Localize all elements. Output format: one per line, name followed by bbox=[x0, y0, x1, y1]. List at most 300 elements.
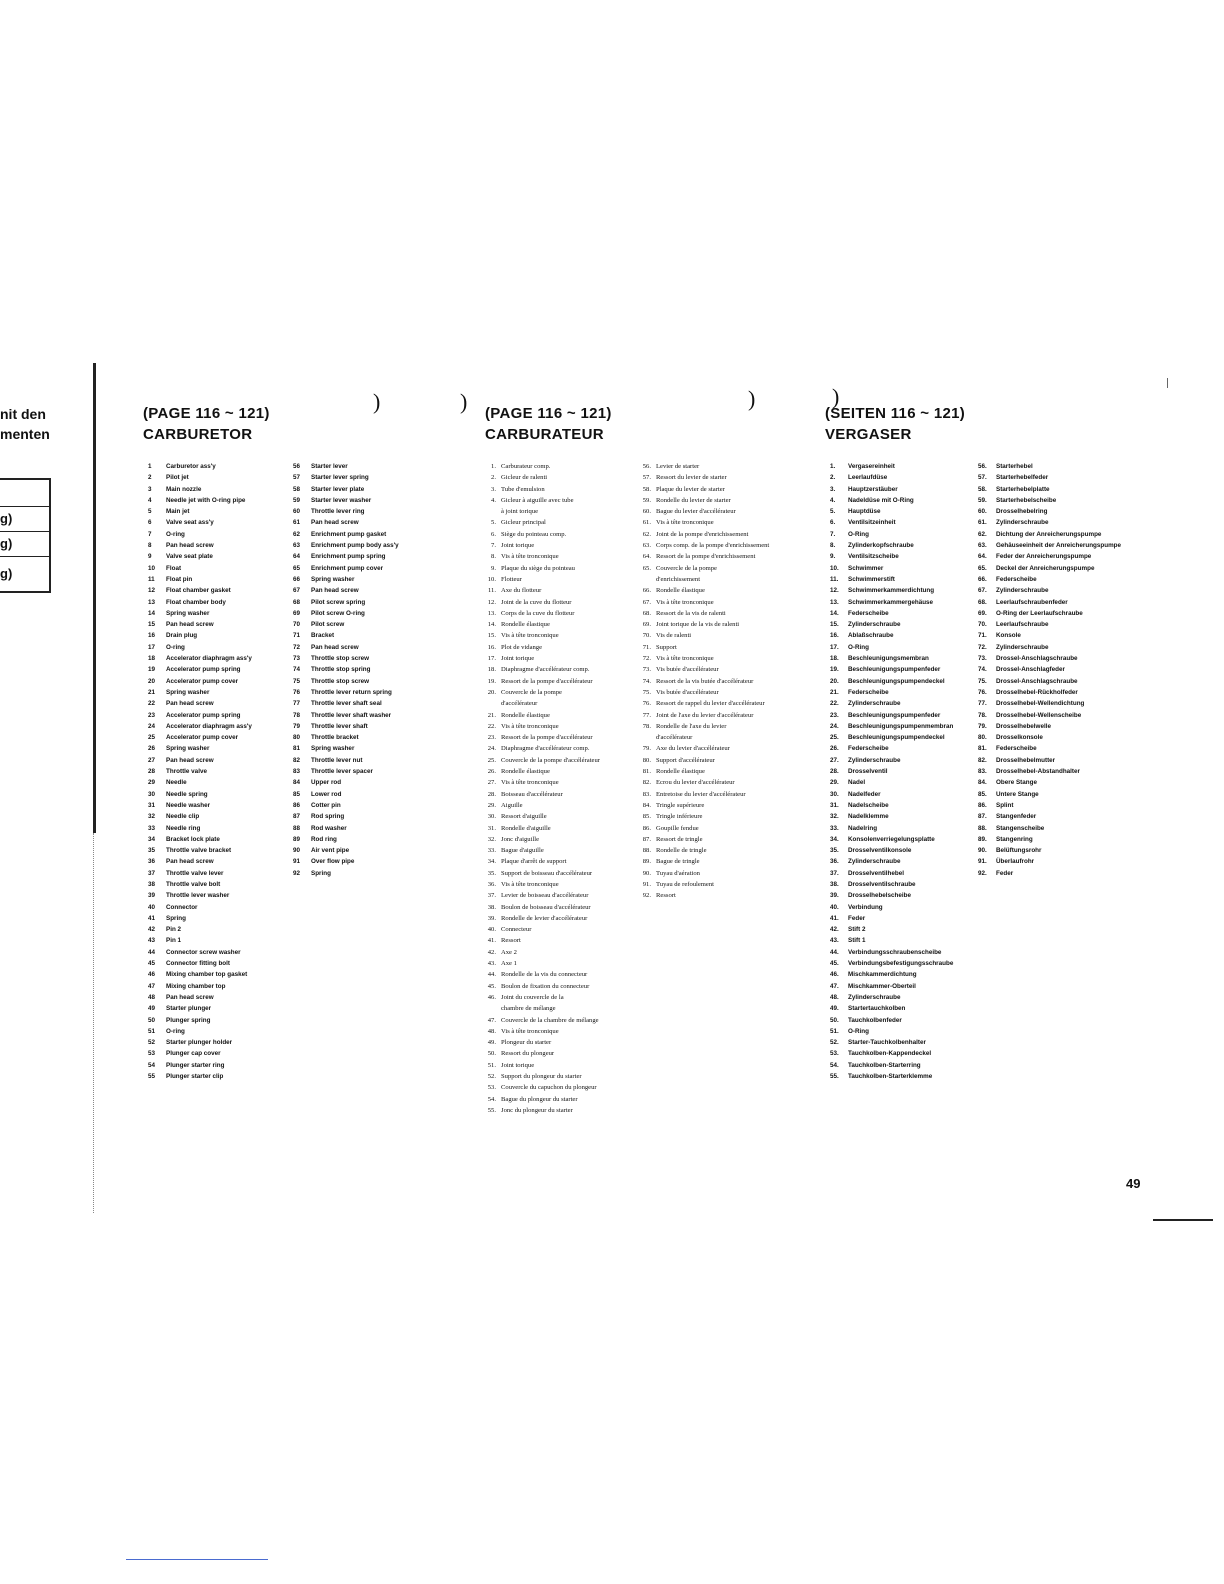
part-number: 72. bbox=[642, 655, 651, 663]
part-number: 41. bbox=[830, 914, 839, 922]
part-name: Pan head screw bbox=[166, 542, 214, 550]
part-number: 20 bbox=[148, 677, 156, 685]
part-name: Float chamber gasket bbox=[166, 587, 231, 595]
part-list-item bbox=[148, 902, 252, 913]
part-number: 33. bbox=[487, 847, 496, 855]
part-name: Jonc du plongeur du starter bbox=[501, 1106, 573, 1114]
part-number: 41. bbox=[487, 937, 496, 945]
parts-list-de-col1 bbox=[830, 461, 953, 1082]
part-number: 6. bbox=[830, 519, 836, 527]
part-list-item bbox=[480, 969, 600, 980]
part-name: Starterhebelplatte bbox=[996, 485, 1050, 493]
part-list-item bbox=[480, 834, 600, 845]
part-name: Connecteur bbox=[501, 926, 532, 934]
part-number: 44 bbox=[148, 948, 156, 956]
part-number: 51. bbox=[487, 1061, 496, 1069]
part-number: 41 bbox=[148, 914, 156, 922]
part-name: Enrichment pump body ass'y bbox=[311, 542, 399, 550]
part-number: 8. bbox=[830, 542, 836, 550]
part-list-item bbox=[978, 834, 1121, 845]
part-list-item bbox=[830, 800, 953, 811]
part-list-item bbox=[635, 710, 769, 721]
part-list-item bbox=[830, 902, 953, 913]
part-name: Drosselhebel-Wellenscheibe bbox=[996, 711, 1082, 719]
part-number: 73. bbox=[978, 655, 987, 663]
part-number: 15. bbox=[487, 632, 496, 640]
part-name: Tube d'emulsion bbox=[501, 485, 545, 493]
part-number: 9. bbox=[830, 553, 836, 561]
part-list-item bbox=[830, 879, 953, 890]
part-name: Axe 2 bbox=[501, 948, 517, 956]
part-list-item bbox=[830, 913, 953, 924]
part-name: Throttle lever nut bbox=[311, 756, 363, 764]
paren-mark: ) bbox=[748, 386, 756, 411]
parts-list-de-col2 bbox=[978, 461, 1121, 879]
part-list-item bbox=[148, 676, 252, 687]
part-name: Couvercle du capuchon du plongeur bbox=[501, 1084, 597, 1092]
part-list-item bbox=[635, 777, 769, 788]
part-name: Starter plunger holder bbox=[166, 1039, 233, 1047]
part-name: Joint torique de la vis de ralenti bbox=[656, 621, 740, 629]
part-list-item bbox=[635, 890, 769, 901]
part-list-item bbox=[830, 619, 953, 630]
part-list-item bbox=[148, 1060, 252, 1071]
part-list-item bbox=[830, 472, 953, 483]
part-number: 26 bbox=[148, 745, 156, 753]
part-list-item bbox=[293, 574, 399, 585]
part-number: 25. bbox=[830, 734, 839, 742]
part-name: Zylinderschraube bbox=[996, 643, 1049, 651]
part-number: 70 bbox=[293, 621, 301, 629]
part-number: 49 bbox=[148, 1005, 156, 1013]
part-list-item bbox=[480, 981, 600, 992]
part-name: Gicleur principal bbox=[501, 519, 546, 527]
part-name: Rondelle élastique bbox=[656, 587, 705, 595]
part-number: 76. bbox=[642, 700, 651, 708]
part-number: 89 bbox=[293, 835, 301, 843]
part-list-item bbox=[148, 935, 252, 946]
part-number: 39 bbox=[148, 892, 156, 900]
part-name: Stangenring bbox=[996, 835, 1033, 843]
part-list-item bbox=[148, 777, 252, 788]
part-list-item bbox=[480, 1071, 600, 1082]
part-name: Vis à tête tronconique bbox=[501, 722, 559, 730]
part-list-item bbox=[830, 823, 953, 834]
part-number: 35. bbox=[487, 869, 496, 877]
part-number: 9. bbox=[491, 564, 496, 572]
part-name: Throttle valve bracket bbox=[166, 847, 232, 855]
part-list-item bbox=[293, 811, 399, 822]
part-list-item bbox=[148, 664, 252, 675]
part-list-item bbox=[148, 800, 252, 811]
part-list-item bbox=[293, 845, 399, 856]
part-name: Vis à tête tronconique bbox=[656, 598, 714, 606]
part-list-item bbox=[830, 495, 953, 506]
part-list-item bbox=[293, 517, 399, 528]
part-list-item bbox=[148, 574, 252, 585]
part-list-item bbox=[148, 698, 252, 709]
part-number: 22. bbox=[830, 700, 839, 708]
part-list-item bbox=[148, 585, 252, 596]
part-number: 87 bbox=[293, 813, 301, 821]
part-number: 6. bbox=[491, 530, 496, 538]
part-list-item bbox=[978, 529, 1121, 540]
part-number: 4. bbox=[830, 496, 836, 504]
part-number: 16 bbox=[148, 632, 156, 640]
part-name: Rondelle de levier d'accélérateur bbox=[501, 914, 588, 922]
part-name: Tauchkolben-Starterring bbox=[848, 1061, 921, 1069]
part-name: Zylinderschraube bbox=[996, 519, 1049, 527]
part-number: 79 bbox=[293, 722, 301, 730]
part-list-item bbox=[830, 517, 953, 528]
part-list-item bbox=[978, 563, 1121, 574]
part-number: 91 bbox=[293, 858, 301, 866]
part-number: 2. bbox=[830, 474, 836, 482]
part-name: Rod washer bbox=[311, 824, 347, 832]
part-number: 71. bbox=[642, 643, 651, 651]
part-number: 62 bbox=[293, 530, 301, 538]
part-name: Zylinderschraube bbox=[996, 587, 1049, 595]
part-name: Rondelle de la vis du connecteur bbox=[501, 971, 588, 979]
part-number: 4 bbox=[148, 496, 152, 504]
part-list-item bbox=[480, 992, 600, 1003]
part-list-item bbox=[293, 856, 399, 867]
part-number: 69. bbox=[642, 621, 651, 629]
part-name: Leerlaufdüse bbox=[848, 474, 888, 482]
part-name: Feder bbox=[996, 869, 1014, 877]
left-fragment-row: g) bbox=[0, 507, 49, 532]
part-number: 65 bbox=[293, 564, 301, 572]
part-list-item bbox=[293, 551, 399, 562]
part-name: Startertauchkolben bbox=[848, 1005, 906, 1013]
section-en-title: CARBURETOR bbox=[143, 426, 253, 443]
part-number: 43 bbox=[148, 937, 156, 945]
part-number: 60. bbox=[978, 508, 987, 516]
part-name: Enrichment pump gasket bbox=[311, 530, 387, 538]
part-number: 47. bbox=[487, 1016, 496, 1024]
part-list-item bbox=[978, 766, 1121, 777]
part-list-item bbox=[978, 687, 1121, 698]
part-number: 36. bbox=[830, 858, 839, 866]
part-name: Plunger starter clip bbox=[166, 1073, 224, 1081]
part-list-item bbox=[978, 574, 1121, 585]
part-number: 37. bbox=[830, 869, 839, 877]
binding-rule-dotted bbox=[93, 833, 95, 1213]
part-name: O-ring bbox=[166, 530, 185, 538]
part-number: 29. bbox=[487, 801, 496, 809]
part-list-item bbox=[148, 506, 252, 517]
part-list-item bbox=[830, 484, 953, 495]
part-name: Rondelle du levier de starter bbox=[656, 496, 731, 504]
part-name: Zylinderschraube bbox=[848, 621, 901, 629]
part-name: Drosselhebel-Wellendichtung bbox=[996, 700, 1085, 708]
part-name: Entretoise du levier d'accélérateur bbox=[656, 790, 746, 798]
part-list-item bbox=[148, 890, 252, 901]
part-number: 82 bbox=[293, 756, 301, 764]
part-list-item bbox=[148, 495, 252, 506]
part-name: Starterhebelfeder bbox=[996, 474, 1049, 482]
part-list-item bbox=[830, 868, 953, 879]
part-list-item bbox=[480, 664, 600, 675]
part-list-item bbox=[830, 743, 953, 754]
part-number: 46 bbox=[148, 971, 156, 979]
part-name: Bracket bbox=[311, 632, 335, 640]
part-number: 90 bbox=[293, 847, 301, 855]
part-list-item bbox=[978, 755, 1121, 766]
part-list-item bbox=[635, 676, 769, 687]
part-list-item bbox=[635, 834, 769, 845]
part-number: 78 bbox=[293, 711, 301, 719]
part-number: 55 bbox=[148, 1073, 156, 1081]
part-name: Enrichment pump cover bbox=[311, 564, 384, 572]
part-number: 19. bbox=[487, 677, 496, 685]
part-name: Couvercle de la chambre de mélange bbox=[501, 1016, 599, 1024]
part-number: 60 bbox=[293, 508, 301, 516]
part-number: 46. bbox=[830, 971, 839, 979]
part-name: Deckel der Anreicherungspumpe bbox=[996, 564, 1095, 572]
part-number: 45. bbox=[487, 982, 496, 990]
part-list-item bbox=[978, 823, 1121, 834]
part-name: Rondelle élastique bbox=[501, 621, 550, 629]
part-name: Zylinderkopfschraube bbox=[848, 542, 914, 550]
part-list-item bbox=[830, 1026, 953, 1037]
part-name: Ressort bbox=[656, 892, 676, 900]
part-name: Ressort de tringle bbox=[656, 835, 703, 843]
part-name: Ressort bbox=[501, 937, 521, 945]
part-number: 91. bbox=[642, 880, 651, 888]
part-number: 50 bbox=[148, 1016, 156, 1024]
part-name: Levier de starter bbox=[656, 463, 700, 470]
part-number: 89. bbox=[642, 858, 651, 866]
part-number: 47 bbox=[148, 982, 156, 990]
part-name: Plot de vidange bbox=[501, 643, 543, 651]
part-number: 54. bbox=[830, 1061, 839, 1069]
parts-list-fr-col2 bbox=[635, 461, 769, 902]
part-list-item bbox=[293, 506, 399, 517]
part-name: Plunger starter ring bbox=[166, 1061, 225, 1069]
part-name: Plunger cap cover bbox=[166, 1050, 221, 1058]
part-number: 58. bbox=[642, 485, 651, 493]
part-number: 30. bbox=[830, 790, 839, 798]
part-name: Accelerator diaphragm ass'y bbox=[166, 655, 252, 663]
part-name: Throttle lever shaft seal bbox=[311, 700, 382, 708]
part-list-item bbox=[480, 902, 600, 913]
part-list-item bbox=[480, 630, 600, 641]
part-name: Mixing chamber top bbox=[166, 982, 226, 990]
part-name: Pilot screw spring bbox=[311, 598, 366, 606]
part-list-item bbox=[148, 540, 252, 551]
part-number: 86 bbox=[293, 801, 301, 809]
part-list-item bbox=[148, 924, 252, 935]
part-list-item bbox=[480, 811, 600, 822]
part-number: 69 bbox=[293, 609, 301, 617]
part-number: 45. bbox=[830, 960, 839, 968]
part-list-item bbox=[830, 992, 953, 1003]
part-name: Axe du flotteur bbox=[501, 587, 542, 595]
part-name: Bague de tringle bbox=[656, 858, 700, 866]
part-list-item bbox=[480, 721, 600, 732]
part-number: 28. bbox=[830, 768, 839, 776]
part-number: 65. bbox=[642, 564, 651, 572]
part-number: 19. bbox=[830, 666, 839, 674]
part-number: 85. bbox=[642, 813, 651, 821]
part-name: Beschleunigungspumpendeckel bbox=[848, 677, 945, 685]
part-number: 45 bbox=[148, 960, 156, 968]
part-name: Schwimmerstift bbox=[848, 575, 895, 583]
part-list-item bbox=[635, 800, 769, 811]
parts-list-fr-col1 bbox=[480, 461, 600, 1116]
part-name: Leerlaufschraube bbox=[996, 621, 1049, 629]
part-number: 88 bbox=[293, 824, 301, 832]
part-list-item bbox=[480, 766, 600, 777]
part-list-item bbox=[830, 890, 953, 901]
part-number: 12 bbox=[148, 587, 156, 595]
part-list-item bbox=[978, 608, 1121, 619]
part-name: Tringle inférieure bbox=[656, 813, 703, 821]
part-number: 77. bbox=[642, 711, 651, 719]
part-name: Spring washer bbox=[311, 575, 355, 583]
part-name: Corps de la cuve du flotteur bbox=[501, 609, 575, 617]
part-list-item bbox=[148, 879, 252, 890]
part-number: 26. bbox=[830, 745, 839, 753]
part-number: 74 bbox=[293, 666, 301, 674]
part-number: 80 bbox=[293, 734, 301, 742]
part-number: 12. bbox=[487, 598, 496, 606]
part-name: Nadelscheibe bbox=[848, 801, 889, 809]
part-number: 3. bbox=[830, 485, 836, 493]
part-list-item bbox=[635, 472, 769, 483]
part-list-item bbox=[148, 563, 252, 574]
part-list-item bbox=[635, 789, 769, 800]
part-number: 18 bbox=[148, 655, 156, 663]
part-number: 64. bbox=[642, 553, 651, 561]
part-list-item bbox=[830, 1037, 953, 1048]
part-number: 33 bbox=[148, 824, 156, 832]
part-number: 52 bbox=[148, 1039, 156, 1047]
part-number: 84. bbox=[642, 801, 651, 809]
part-name: Vergasereinheit bbox=[848, 463, 895, 470]
part-number: 17. bbox=[830, 643, 839, 651]
part-name: Throttle lever return spring bbox=[311, 688, 392, 696]
part-number: 83. bbox=[978, 768, 987, 776]
part-number: 6 bbox=[148, 519, 152, 527]
part-name: Ventilsitzeinheit bbox=[848, 519, 896, 527]
part-name: O-Ring der Leerlaufschraube bbox=[996, 609, 1083, 617]
part-number: 65. bbox=[978, 564, 987, 572]
part-name: Joint de la pompe d'enrichissement bbox=[656, 530, 749, 538]
part-list-item bbox=[978, 811, 1121, 822]
part-list-item bbox=[830, 1071, 953, 1082]
left-fragment-table bbox=[0, 478, 51, 593]
footer-rule bbox=[1153, 1219, 1213, 1221]
part-name: Pan head screw bbox=[166, 858, 214, 866]
part-name: Goupille fendue bbox=[656, 824, 699, 832]
part-name: Accelerator diaphragm ass'y bbox=[166, 722, 252, 730]
part-list-item bbox=[635, 630, 769, 641]
part-number: 59. bbox=[978, 496, 987, 504]
part-list-item bbox=[293, 529, 399, 540]
part-list-item bbox=[480, 1094, 600, 1105]
part-name: Float bbox=[166, 564, 182, 572]
part-number: 13 bbox=[148, 598, 156, 606]
part-list-item bbox=[978, 484, 1121, 495]
part-name: Vis à tête tronconique bbox=[501, 632, 559, 640]
part-list-item bbox=[148, 856, 252, 867]
part-list-item bbox=[978, 676, 1121, 687]
part-number: 44. bbox=[830, 948, 839, 956]
part-name: Connector fitting bolt bbox=[166, 960, 231, 968]
paren-mark: ) bbox=[460, 389, 468, 414]
part-number: 31. bbox=[830, 801, 839, 809]
part-list-item bbox=[830, 969, 953, 980]
part-list-item bbox=[635, 823, 769, 834]
part-number: 1 bbox=[148, 463, 152, 470]
part-name: Couvercle de la pompe bbox=[656, 564, 717, 572]
part-name: Pin 1 bbox=[166, 937, 182, 945]
part-number: 47. bbox=[830, 982, 839, 990]
part-list-item bbox=[978, 517, 1121, 528]
section-en-page-ref: (PAGE 116 ~ 121) bbox=[143, 405, 270, 422]
part-number: 31 bbox=[148, 801, 156, 809]
part-name: Hauptdüse bbox=[848, 508, 881, 516]
part-list-item bbox=[293, 472, 399, 483]
part-number: 74. bbox=[642, 677, 651, 685]
part-name: Carburetor ass'y bbox=[166, 463, 216, 470]
part-name: Couvercle de la pompe d'accélérateur bbox=[501, 756, 600, 764]
part-list-item bbox=[480, 1003, 600, 1014]
part-name: Beschleunigungspumpenmembran bbox=[848, 722, 954, 730]
part-number: 38. bbox=[487, 903, 496, 911]
part-name: Cotter pin bbox=[311, 801, 341, 809]
part-name: Drosselventilschraube bbox=[848, 880, 916, 888]
part-number: 5 bbox=[148, 508, 152, 516]
part-list-item bbox=[293, 789, 399, 800]
part-name: Ressort du plongeur bbox=[501, 1050, 555, 1058]
part-list-item bbox=[635, 484, 769, 495]
part-list-item bbox=[830, 947, 953, 958]
part-name: d'accélérateur bbox=[501, 700, 538, 708]
part-number: 50. bbox=[830, 1016, 839, 1024]
part-number: 57 bbox=[293, 474, 301, 482]
part-name: Gicleur de ralenti bbox=[501, 474, 548, 482]
part-number: 3 bbox=[148, 485, 152, 493]
part-number: 52. bbox=[830, 1039, 839, 1047]
part-list-item bbox=[830, 1015, 953, 1026]
part-list-item bbox=[635, 563, 769, 574]
part-name: Nadel bbox=[848, 779, 866, 787]
part-number: 73 bbox=[293, 655, 301, 663]
part-list-item bbox=[293, 710, 399, 721]
part-name: Verbindungsschraubenscheibe bbox=[848, 948, 942, 956]
part-number: 7. bbox=[491, 542, 496, 550]
part-list-item bbox=[635, 642, 769, 653]
part-list-item bbox=[978, 789, 1121, 800]
part-list-item bbox=[635, 506, 769, 517]
part-number: 81. bbox=[642, 768, 651, 776]
part-list-item bbox=[830, 597, 953, 608]
part-list-item bbox=[480, 597, 600, 608]
part-number: 79. bbox=[642, 745, 651, 753]
part-number: 27. bbox=[487, 779, 496, 787]
part-name: Boisseau d'accélérateur bbox=[501, 790, 563, 798]
part-name: Throttle bracket bbox=[311, 734, 359, 742]
part-name: Drosselventilkonsole bbox=[848, 847, 912, 855]
part-list-item bbox=[480, 608, 600, 619]
part-number: 66. bbox=[642, 587, 651, 595]
part-list-item bbox=[830, 732, 953, 743]
part-name: Vis à tête tronconique bbox=[656, 655, 714, 663]
part-number: 32 bbox=[148, 813, 156, 821]
